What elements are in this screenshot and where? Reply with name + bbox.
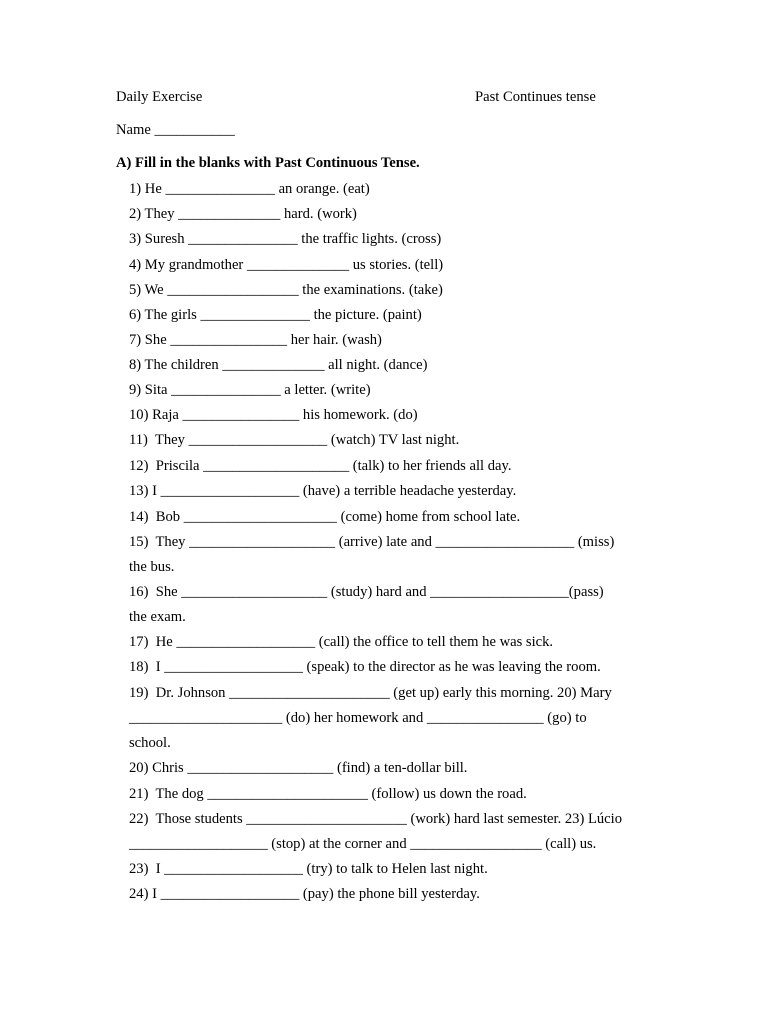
exercise-line: 7) She ________________ her hair. (wash)	[129, 332, 382, 348]
exercise-line: _____________________ (do) her homework and ________________ (go) to	[129, 710, 587, 726]
exercise-line: 12) Priscila ____________________ (talk) to her friends all day.	[129, 458, 512, 474]
exercise-line: the bus.	[129, 559, 175, 575]
exercise-line: 9) Sita _______________ a letter. (write)	[129, 382, 371, 398]
exercise-line: 3) Suresh _______________ the traffic lights. (cross)	[129, 231, 442, 247]
exercise-line: 18) I ___________________ (speak) to the director as he was leaving the room.	[129, 659, 601, 675]
exercise-line: 17) He ___________________ (call) the office to tell them he was sick.	[129, 634, 554, 650]
exercise-line: 21) The dog ______________________ (follow) us down the road.	[129, 786, 527, 802]
exercise-line: 15) They ____________________ (arrive) late and ___________________ (miss)	[129, 534, 615, 550]
exercise-line: the exam.	[129, 609, 186, 625]
exercise-line: 4) My grandmother ______________ us stories. (tell)	[129, 257, 444, 273]
exercise-line: school.	[129, 735, 171, 751]
exercise-line: 6) The girls _______________ the picture. (paint)	[129, 307, 422, 323]
name-field-label: Name ___________	[116, 122, 235, 138]
exercise-line: 1) He _______________ an orange. (eat)	[129, 181, 370, 197]
exercise-line: 20) Chris ____________________ (find) a ten-dollar bill.	[129, 760, 468, 776]
exercise-line: 13) I ___________________ (have) a terrible headache yesterday.	[129, 483, 517, 499]
exercise-line: 11) They ___________________ (watch) TV last night.	[129, 432, 460, 448]
page-title: Daily Exercise	[116, 89, 203, 105]
exercise-line: 10) Raja ________________ his homework. (do)	[129, 407, 418, 423]
exercise-line: 16) She ____________________ (study) hard and ___________________(pass)	[129, 584, 604, 600]
exercise-line: 5) We __________________ the examinations. (take)	[129, 282, 443, 298]
exercise-line: 8) The children ______________ all night. (dance)	[129, 357, 428, 373]
exercise-line: 22) Those students ______________________ (work) hard last semester. 23) Lúcio	[129, 811, 623, 827]
exercise-line: 19) Dr. Johnson ______________________ (get up) early this morning. 20) Mary	[129, 685, 612, 701]
section-heading: A) Fill in the blanks with Past Continuous Tense.	[116, 155, 420, 171]
exercise-line: 24) I ___________________ (pay) the phone bill yesterday.	[129, 886, 480, 902]
exercise-line: ___________________ (stop) at the corner and __________________ (call) us.	[129, 836, 597, 852]
exercise-line: 2) They ______________ hard. (work)	[129, 206, 357, 222]
topic-title: Past Continues tense	[475, 89, 596, 105]
exercise-line: 14) Bob _____________________ (come) home from school late.	[129, 509, 521, 525]
exercise-line: 23) I ___________________ (try) to talk to Helen last night.	[129, 861, 488, 877]
